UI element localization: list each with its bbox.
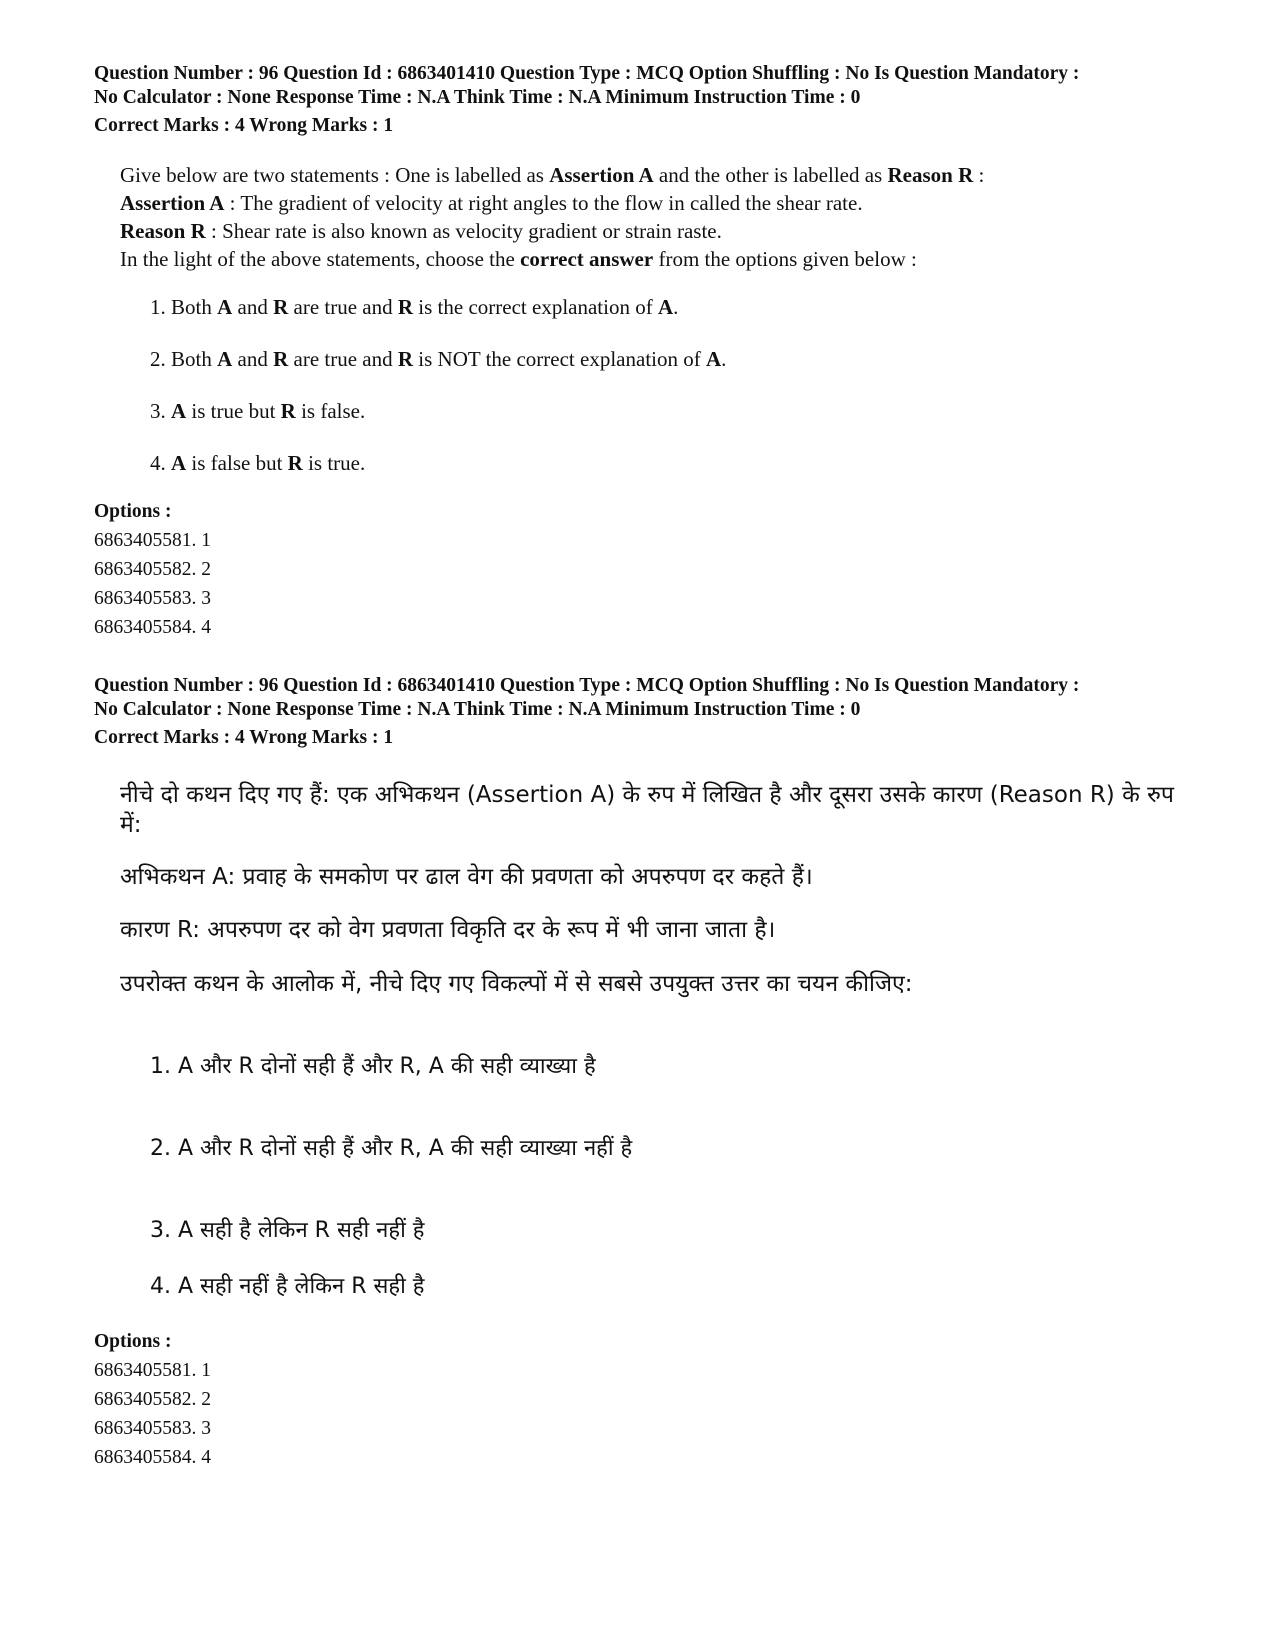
question-marks: Correct Marks : 4 Wrong Marks : 1 — [94, 727, 394, 748]
hindi-reason: कारण R: अपरुपण दर को वेग प्रवणता विकृति दर के रूप में भी जाना जाता है। — [120, 917, 776, 943]
hindi-choice-1: 1. A और R दोनों सही हैं और R, A की सही व्याख्या है — [150, 1054, 596, 1079]
assertion-text: : The gradient of velocity at right angles to the flow in called the shear rate. — [224, 191, 863, 215]
hindi-intro: नीचे दो कथन दिए गए हैं: एक अभिकथन (Assertion A) के रुप में लिखित है और दूसरा उसके कारण (Reason R) के रुप में: — [120, 782, 1174, 838]
instruction-text: from the options given below : — [653, 247, 917, 271]
reason-label: Reason R — [120, 219, 206, 243]
hindi-choice-3: 3. A सही है लेकिन R सही नहीं है — [150, 1218, 425, 1243]
question-2-options — [94, 1327, 211, 1472]
question-1-options — [94, 497, 211, 642]
instruction-line — [120, 245, 1170, 273]
instruction-text: In the light of the above statements, choose the — [120, 247, 521, 271]
instruction-bold: correct answer — [520, 247, 654, 271]
hindi-instruction: उपरोक्त कथन के आलोक में, नीचे दिए गए विकल्पों में से सबसे उपयुक्त उत्तर का चयन कीजिए: — [120, 971, 913, 997]
question-1-meta — [94, 62, 1204, 138]
hindi-assertion: अभिकथन A: प्रवाह के समकोण पर ढाल वेग की प्रवणता को अपरुपण दर कहते हैं। — [120, 864, 813, 890]
question-meta-line-1: Question Number : 96 Question Id : 6863401410 Question Type : MCQ Option Shuffling : No Is Question Mandatory : — [94, 675, 1080, 696]
reason-text: : Shear rate is also known as velocity gradient or strain raste. — [205, 219, 722, 243]
intro-assertion-label: Assertion A — [549, 163, 654, 187]
hindi-choice-2: 2. A और R दोनों सही हैं और R, A की सही व्याख्या नहीं है — [150, 1136, 633, 1161]
assertion-line — [120, 189, 1170, 217]
option-row: 6863405583. 3 — [94, 588, 211, 609]
choice-2: 2. Both A and R are true and R is NOT the correct explanation of A. — [150, 347, 727, 371]
option-row: 6863405582. 2 — [94, 559, 211, 580]
option-row: 6863405583. 3 — [94, 1418, 211, 1439]
question-2-meta — [94, 674, 1204, 750]
question-meta-line-2: No Calculator : None Response Time : N.A Think Time : N.A Minimum Instruction Time : 0 — [94, 699, 861, 720]
assertion-label: Assertion A — [120, 191, 225, 215]
question-1-statement — [120, 161, 1170, 273]
option-row: 6863405584. 4 — [94, 1447, 211, 1468]
question-marks: Correct Marks : 4 Wrong Marks : 1 — [94, 115, 394, 136]
intro-reason-label: Reason R — [887, 163, 974, 187]
option-row: 6863405584. 4 — [94, 617, 211, 638]
intro-text: and the other is labelled as — [653, 163, 888, 187]
question-meta-line-1: Question Number : 96 Question Id : 6863401410 Question Type : MCQ Option Shuffling : No Is Question Mandatory : — [94, 63, 1080, 84]
options-header: Options : — [94, 501, 172, 522]
choice-3: 3. A is true but R is false. — [150, 399, 366, 423]
reason-line — [120, 217, 1170, 245]
options-header: Options : — [94, 1331, 172, 1352]
option-row: 6863405582. 2 — [94, 1389, 211, 1410]
choice-4: 4. A is false but R is true. — [150, 451, 366, 475]
intro-text: Give below are two statements : One is labelled as — [120, 163, 550, 187]
option-row: 6863405581. 1 — [94, 1360, 211, 1381]
hindi-choice-4: 4. A सही नहीं है लेकिन R सही है — [150, 1274, 425, 1299]
option-row: 6863405581. 1 — [94, 530, 211, 551]
choice-1: 1. Both A and R are true and R is the correct explanation of A. — [150, 295, 679, 319]
statement-intro — [120, 161, 1170, 189]
question-meta-line-2: No Calculator : None Response Time : N.A Think Time : N.A Minimum Instruction Time : 0 — [94, 87, 861, 108]
intro-text: : — [973, 163, 985, 187]
